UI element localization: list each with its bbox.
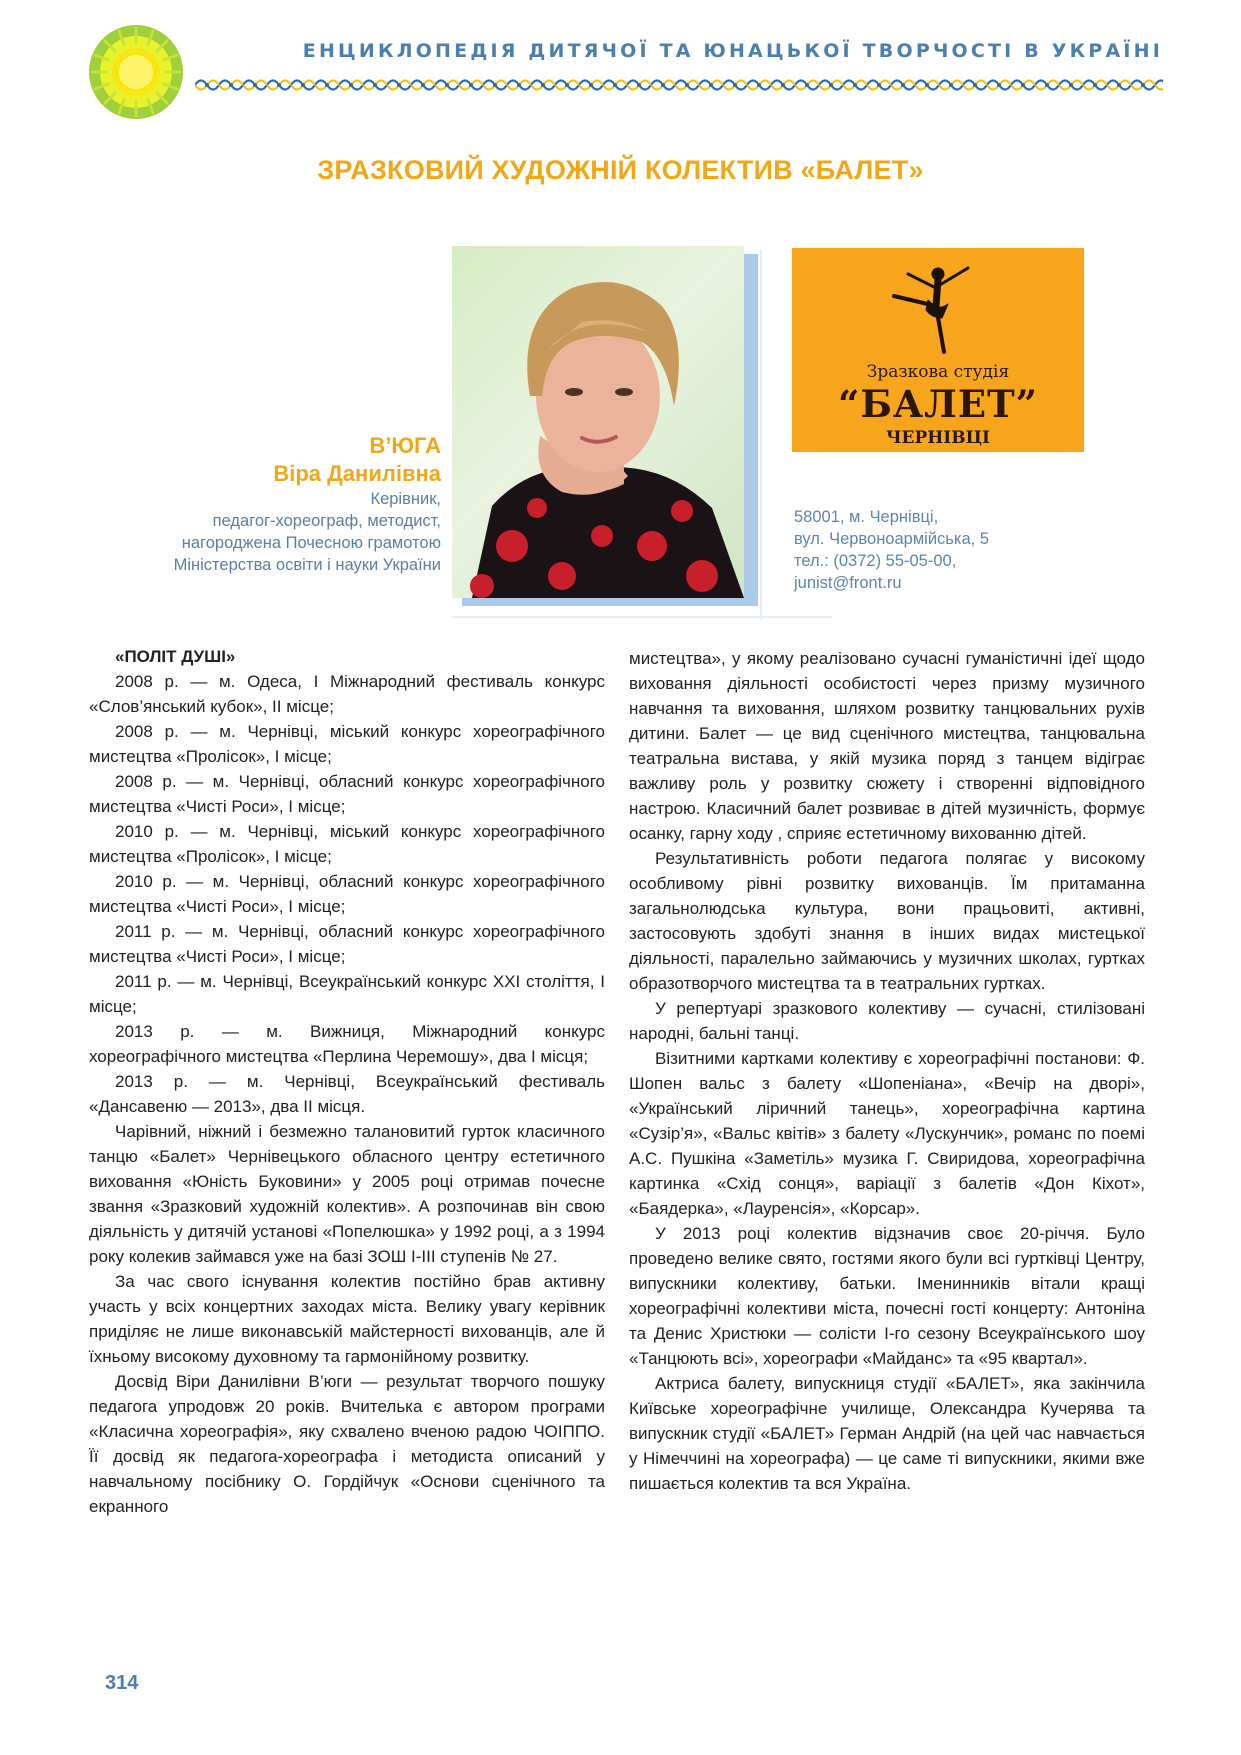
contact-line: 58001, м. Чернівці, (794, 508, 939, 526)
page-number: 314 (105, 1672, 139, 1694)
award-item: 2011 р. — м. Чернівці, Всеукраїнський конкурс ХХІ століття, І місце; (89, 972, 605, 1016)
text-column-left (89, 644, 605, 1519)
person-role-line: нагороджена Почесною грамотою (181, 534, 441, 552)
contacts (794, 506, 989, 594)
person-name: Віра Данилівна (273, 461, 441, 486)
award-item: 2011 р. — м. Чернівці, обласний конкурс хореографічного мистецтва «Чисті Роси», І місце; (89, 922, 605, 966)
body-paragraph: У 2013 році колектив відзначив своє 20-річчя. Було проведено велике свято, гостями якого були всі гуртківці Центру, випускники колективу, батьки. Іменинників вітали кращі хореографічні колективи міста, почесні гості концерту: Антоніна та Денис Христюки — солісти І-го сезону Всеукраїнського шоу «Танцюють всі», хореографи «Майданс» та «95 квартал». (629, 1224, 1145, 1368)
ornament-divider-icon (195, 74, 1163, 96)
award-item: 2008 р. — м. Чернівці, міський конкурс хореографічного мистецтва «Пролісок», І місце; (89, 722, 605, 766)
award-item: 2010 р. — м. Чернівці, обласний конкурс хореографічного мистецтва «Чисті Роси», І місце; (89, 872, 605, 916)
contact-email: junist@front.ru (794, 574, 902, 592)
decorative-line-horizontal (452, 616, 832, 618)
body-paragraph: Актриса балету, випускниця студії «БАЛЕТ», яка закінчила Київське хореографічне училище, Олександра Кучерява та випускник студії «БАЛЕТ» Герман Андрій (на цей час навчається у Німеччині на хореографа) — це саме ті випускники, якими вже пишається колектив та вся Україна. (629, 1374, 1145, 1493)
award-item: 2008 р. — м. Одеса, І Міжнародний фестиваль конкурс «Слов’янський кубок», ІІ місце; (89, 672, 605, 716)
decorative-line-vertical (760, 250, 762, 620)
logo-caption-name: “БАЛЕТ” (838, 382, 1038, 426)
body-paragraph: За час свого існування колектив постійно брав активну участь у всіх концертних заходах міста. Велику увагу керівник приділяє не лише виконавській майстерності вихованців, але й їхньому високому духовному та гармонійному розвитку. (89, 1272, 605, 1366)
logo-caption-studio: Зразкова студія (866, 362, 1010, 382)
body-paragraph: Візитними картками колективу є хореографічні постанови: Ф. Шопен вальс з балету «Шопеніана», «Вечір на дворі», «Український ліричний танець», хореографічна картина «Сузір’я», «Вальс квітів» з балету «Лускунчик», романс по поемі А.С. Пушкіна «Заметіль» музика Г. Свиридова, хореографічна картинка «Схід сонця», варіації з балетів «Дон Кіхот», «Баядерка», «Лауренсія», «Корсар». (629, 1049, 1145, 1218)
award-item: 2008 р. — м. Чернівці, обласний конкурс хореографічного мистецтва «Чисті Роси», І місце; (89, 772, 605, 816)
section-heading: «ПОЛІТ ДУШІ» (115, 647, 236, 666)
ballerina-icon (792, 248, 1084, 368)
contact-line: вул. Червоноармійська, 5 (794, 530, 990, 548)
award-item: 2010 р. — м. Чернівці, міський конкурс хореографічного мистецтва «Пролісок», І місце; (89, 822, 605, 866)
person-surname: В’ЮГА (369, 433, 441, 458)
award-item: 2013 р. — м. Вижниця, Міжнародний конкурс хореографічного мистецтва «Перлина Черемошу», два І місця; (89, 1022, 605, 1066)
person-role-line: Керівник, (370, 490, 441, 508)
body-paragraph: У репертуарі зразкового колективу — сучасні, стилізовані народні, бальні танці. (629, 999, 1145, 1043)
encyclopedia-title: ЕНЦИКЛОПЕДІЯ ДИТЯЧОЇ ТА ЮНАЦЬКОЇ ТВОРЧОСТІ В УКРАЇНІ (302, 40, 1163, 62)
article-title: ЗРАЗКОВИЙ ХУДОЖНІЙ КОЛЕКТИВ «БАЛЕТ» (317, 155, 924, 185)
person-info (101, 432, 441, 576)
award-item: 2013 р. — м. Чернівці, Всеукраїнський фестиваль «Дансавеню — 2013», два ІІ місця. (89, 1072, 605, 1116)
text-column-right (629, 646, 1145, 1496)
sun-logo-icon (88, 24, 184, 120)
studio-logo (792, 248, 1084, 452)
person-role-line: Міністерства освіти і науки України (173, 556, 441, 574)
body-paragraph: Досвід Віри Данилівни В’юги — результат творчого пошуку педагога упродовж 20 років. Вчителька є автором програми «Класична хореографія», яку схвалено вченою радою ЧОІППО. Її досвід як педагога-хореографа і методиста описаний у навчальному посібнику О. Гордійчук «Основи сценічного та екранного (89, 1372, 605, 1516)
body-paragraph-continued: мистецтва», у якому реалізовано сучасні гуманістичні ідеї щодо виховання діяльності особистості через призму музичного навчання та виховання, шляхом розвитку танцювальних рухів дитини. Балет — це вид сценічного мистецтва, танцювальна театральна вистава, у якій музика поряд з танцем відіграє важливу роль у розвитку сюжету і створенні відповідного настрою. Класичний балет розвиває в дітей музичність, формує осанку, гарну ходу , сприяє естетичному вихованню дітей. (629, 649, 1145, 843)
body-paragraph: Чарівний, ніжний і безмежно талановитий гурток класичного танцю «Балет» Чернівецького обласного центру естетичного виховання «Юність Буковини» у 2005 році отримав почесне звання «Зразковий художній колектив». А розпочинав він свою діяльність у дитячій установі «Попелюшка» у 1992 році, а з 1994 року колекив займався уже на базі ЗОШ І-ІІІ ступенів № 27. (89, 1122, 605, 1266)
logo-caption-city: ЧЕРНІВЦІ (885, 428, 991, 448)
contact-line: тел.: (0372) 55-05-00, (794, 552, 957, 570)
person-role-line: педагог-хореограф, методист, (212, 512, 441, 530)
portrait-photo (452, 246, 752, 606)
body-paragraph: Результативність роботи педагога полягає у високому особливому рівні розвитку вихованців. Їм притаманна загальнолюдська культура, вони працьовиті, активні, застосовують здобуті знання в інших видах мистецької діяльності, паралельно займаючись у музичних школах, гуртках образотворчого мистецтва та в театральних гуртках. (629, 849, 1145, 993)
